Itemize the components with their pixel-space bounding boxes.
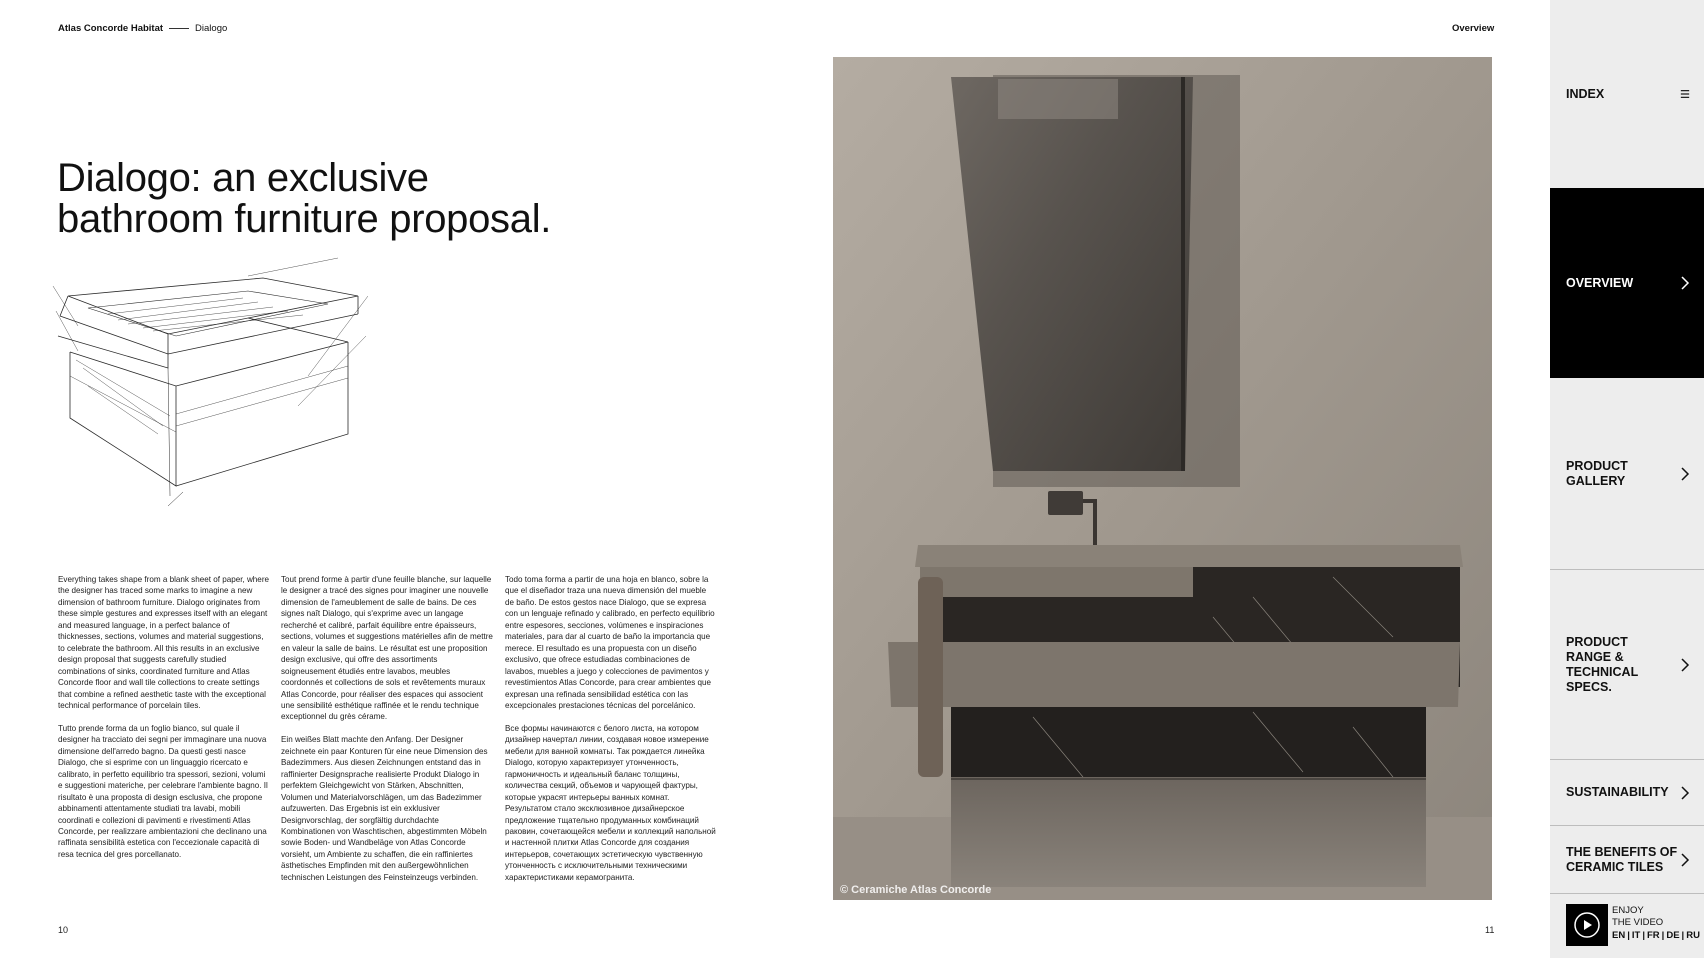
brand-name: Atlas Concorde Habitat bbox=[58, 23, 164, 34]
brand-divider bbox=[169, 28, 189, 29]
lang-separator: | bbox=[1642, 930, 1645, 941]
page-title bbox=[57, 158, 677, 240]
chevron-right-icon bbox=[1680, 786, 1690, 800]
title-line-2: bathroom furniture proposal. bbox=[57, 197, 552, 241]
photo-credit: © Ceramiche Atlas Concorde bbox=[840, 884, 992, 896]
page-number-right: 11 bbox=[1485, 925, 1495, 935]
sidebar-item-product-range[interactable] bbox=[1550, 569, 1704, 759]
lang-separator: | bbox=[1661, 930, 1665, 941]
lang-separator: | bbox=[1681, 930, 1685, 941]
sidebar-item-benefits[interactable] bbox=[1550, 825, 1704, 893]
paragraph-en: Everything takes shape from a blank sheet of paper, where the designer has traced some marks to imagine a new dimension of bathroom furniture. Dialogo originates from these simple gestures and expresses itself with an elegant and measured language, in a perfect balance of thicknesses, sections, volumes and material suggestions, to celebrate the bathroom. All this results in an exclusive design proposal that suggests carefully studied combinations of sinks, coordinated furniture and Atlas Concorde floor and wall tile collections to create settings that combine a refined aesthetic taste with the exceptional technical performance of porcelain tiles. bbox=[58, 575, 270, 710]
lang-de[interactable]: DE bbox=[1666, 930, 1680, 941]
section-label: Overview bbox=[1452, 23, 1495, 34]
play-icon bbox=[1573, 911, 1601, 939]
paragraph-de: Ein weißes Blatt machte den Anfang. Der Designer zeichnete ein paar Konturen für eine neue Dimension des Badezimmers. Aus diesen Zeichnungen entstand das in raffinierter Designsprache realisierte Produkt Dialogo in perfektem Gleichgewicht von Stärken, Abschnitten, Volumen und Materialvorschlägen, um das Badezimmer aufzuwerten. Das Ergebnis ist ein exklusiver Designvorschlag, der sorgfältig durchdachte Kombinationen von Waschtischen, abgestimmten Möbeln sowie Boden- und Wandbeläge von Atlas Concorde vorsieht, um Ambiente zu schaffen, die ein raffiniertes ästhetisches Empfinden mit den außergewöhnlichen technischen Leistungen des Feinsteinzeugs verbinden. bbox=[281, 735, 488, 882]
bathroom-photo bbox=[833, 57, 1492, 900]
furniture-sketch bbox=[48, 256, 368, 546]
chevron-right-icon bbox=[1680, 276, 1690, 290]
lang-fr[interactable]: FR bbox=[1647, 930, 1660, 941]
sidebar-item-label: THE BENEFITS OF CERAMIC TILES bbox=[1566, 844, 1678, 874]
sidebar-item-overview[interactable] bbox=[1550, 188, 1704, 378]
sidebar-item-label: INDEX bbox=[1566, 86, 1605, 101]
text-column-2 bbox=[281, 574, 493, 895]
play-video-button[interactable] bbox=[1566, 904, 1608, 946]
title-line-1: Dialogo: an exclusive bbox=[57, 156, 429, 200]
lang-separator: | bbox=[1627, 930, 1630, 941]
sidebar-item-index[interactable] bbox=[1550, 0, 1704, 188]
chevron-right-icon bbox=[1680, 467, 1690, 481]
collection-name: Dialogo bbox=[195, 23, 228, 34]
language-switcher bbox=[1612, 930, 1700, 942]
sidebar bbox=[1550, 0, 1704, 958]
lang-ru[interactable]: RU bbox=[1686, 930, 1700, 941]
lang-en[interactable]: EN bbox=[1612, 930, 1626, 941]
sidebar-item-label: SUSTAINABILITY bbox=[1566, 785, 1669, 799]
paragraph-it: Tutto prende forma da un foglio bianco, sul quale il designer ha tracciato dei segni per immaginare una nuova dimensione dell'arredo bagno. Da questi gesti nasce Dialogo, che si esprime con un linguaggio ricercato e calibrato, in perfetto equilibrio tra spessori, sezioni, volumi e suggestioni materiche, per celebrare l'ambiente bagno. Il risultato è una proposta di design esclusiva, che propone abbinamenti attentamente studiati tra lavabi, mobili coordinati e collezioni di pavimenti e rivestimenti Atlas Concorde, per realizzare ambientazioni che declinano una raffinata sensibilità estetica con l'eccezionale capacità di resa tecnica del gres porcellanato. bbox=[58, 723, 268, 859]
sidebar-item-product-gallery[interactable] bbox=[1550, 378, 1704, 569]
sidebar-item-label: OVERVIEW bbox=[1566, 275, 1634, 290]
text-column-1 bbox=[58, 574, 270, 872]
video-section bbox=[1550, 893, 1704, 958]
header-brand bbox=[58, 23, 227, 34]
paragraph-ru: Все формы начинаются с белого листа, на котором дизайнер начертал линии, создавая новое измерение мебели для ванной комнаты. Так рождается линейка Dialogo, которую характеризует утонченность, гармоничность и идеальный баланс толщины, количества секций, объемов и чарующей фактуры, которые украсят интерьеры ванных комнат. Результатом стало эксклюзивное дизайнерское предложение тщательно продуманных комбинаций раковин, сочетающейся мебели и коллекций напольной и настенной плитки Atlas Concorde для создания интерьеров, сочетающих эстетическую чувственную утонченность с исключительными техническими характеристиками керамогранита. bbox=[505, 723, 716, 882]
chevron-right-icon bbox=[1680, 853, 1690, 867]
page-number-left: 10 bbox=[58, 925, 69, 935]
sidebar-item-label: PRODUCT RANGE & TECHNICAL SPECS. bbox=[1566, 634, 1639, 694]
paragraph-fr: Tout prend forme à partir d'une feuille blanche, sur laquelle le designer a tracé des signes pour imaginer une nouvelle dimension de l'ameublement de salle de bains. De ces signes naît Dialogo, qui s'exprime avec un langage recherché et calibré, parfait équilibre entre épaisseurs, sections, volumes et suggestions matérielles afin de mettre en valeur la salle de bains. Le résultat est une proposition design exclusive, qui offre des assortiments soigneusement étudiés entre lavabos, meubles coordonnés et collections de sols et revêtements muraux Atlas Concorde, pour réaliser des espaces qui associent une sensibilité esthétique raffinée et le rendu technique exceptionnel du grès cérame. bbox=[281, 575, 493, 722]
text-column-3 bbox=[505, 574, 717, 895]
video-line-2: THE VIDEO bbox=[1612, 917, 1664, 928]
video-line-1: ENJOY bbox=[1612, 905, 1644, 916]
menu-icon bbox=[1680, 87, 1690, 101]
lang-it[interactable]: IT bbox=[1631, 930, 1641, 941]
chevron-right-icon bbox=[1680, 658, 1690, 672]
video-text bbox=[1612, 905, 1700, 958]
paragraph-es: Todo toma forma a partir de una hoja en blanco, sobre la que el diseñador traza una nueva dimensión del mueble de baño. De estos gestos nace Dialogo, que se expresa con un lenguaje refinado y calibrado, en perfecto equilibrio entre espesores, secciones, volúmenes e inspiraciones materiales, para dar al cuarto de baño la importancia que merece. El resultado es una propuesta con un diseño exclusivo, que ofrece estudiadas combinaciones de lavabos, muebles a juego y colecciones de pavimentos y revestimientos Atlas Concorde, para crear ambientes que expresan una refinada sensibilidad estética con las excepcionales prestaciones técnicas del porcelánico. bbox=[505, 575, 715, 710]
sidebar-item-sustainability[interactable] bbox=[1550, 759, 1704, 825]
sidebar-item-label: PRODUCT GALLERY bbox=[1566, 458, 1628, 488]
